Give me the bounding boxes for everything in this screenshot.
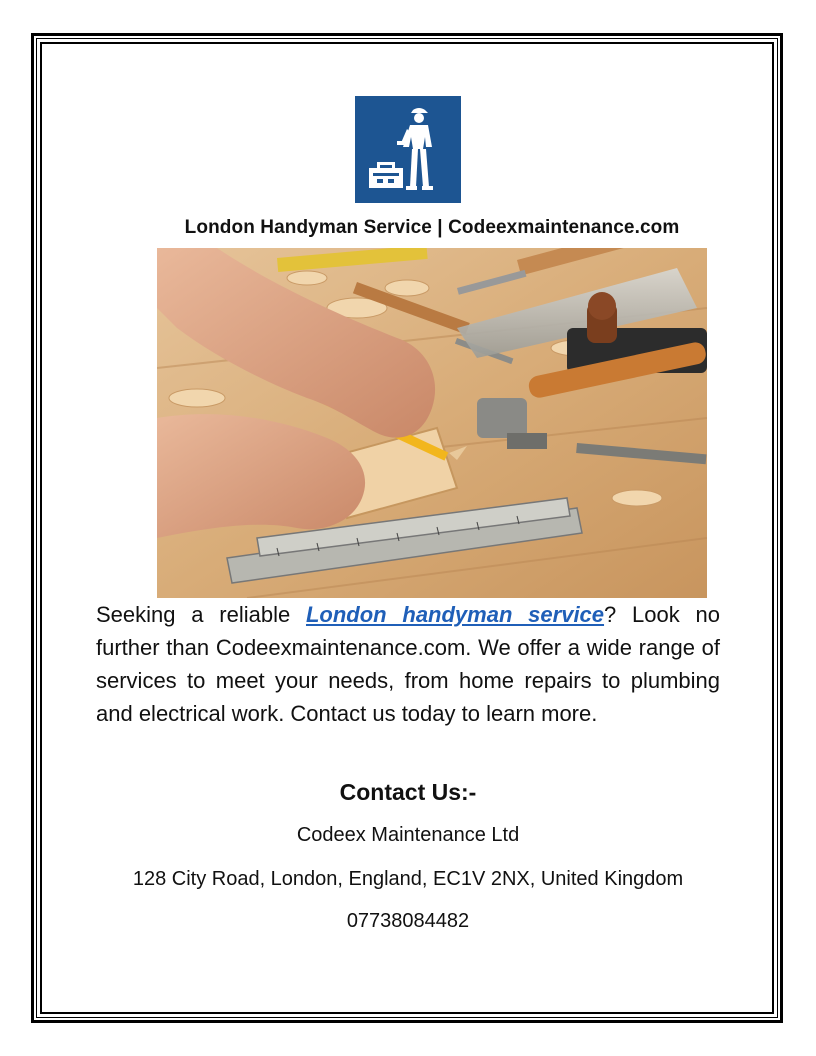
company-name: Codeex Maintenance Ltd [296,824,520,846]
intro-paragraph [96,598,720,730]
intro-text-after-link: ? Look no further than Codeexmaintenance.com. We offer a wide range of services to meet your needs, from home repairs to plumbing and electrical work. Contact us today to learn more. [96,602,720,726]
london-handyman-service-link[interactable]: London handyman service [305,602,605,627]
carpentry-photo [157,248,707,598]
company-address: 128 City Road, London, England, EC1V 2NX, United Kingdom [132,868,684,890]
handyman-logo [355,96,461,203]
contact-heading: Contact Us:- [339,779,477,805]
company-phone: 07738084482 [346,910,470,932]
page-title: London Handyman Service | Codeexmaintenance.com [184,217,680,238]
carpentry-tools-photo [157,248,707,598]
intro-text-before-link: Seeking a reliable [96,602,306,627]
handyman-with-toolbox-icon [355,96,461,203]
